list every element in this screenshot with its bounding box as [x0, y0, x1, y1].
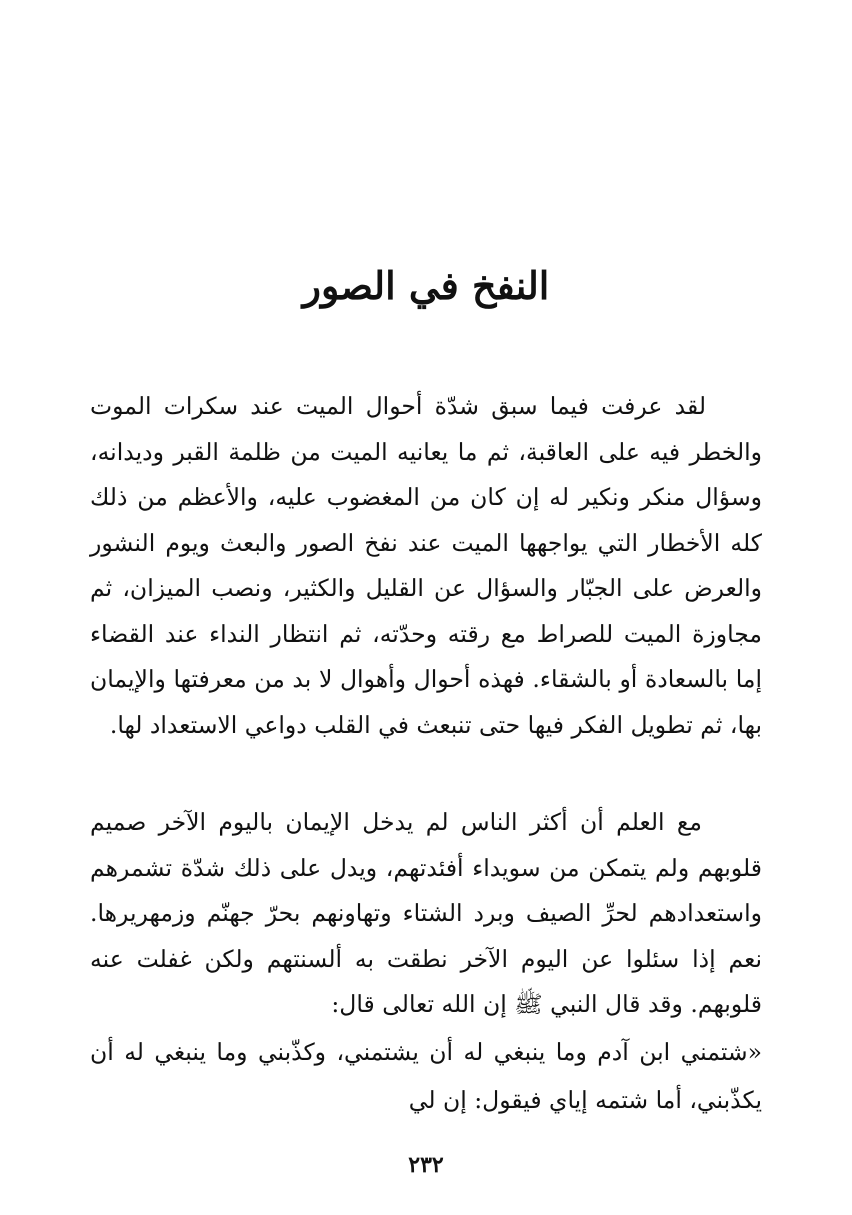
- hadith-quote: «شتمني ابن آدم وما ينبغي له أن يشتمني، وكذّبني وما ينبغي له أن يكذّبني، أما شتمه إياي فيقول: إن لي: [90, 1038, 762, 1114]
- paragraph-1: لقد عرفت فيما سبق شدّة أحوال الميت عند سكرات الموت والخطر فيه على العاقبة، ثم ما يعانيه الميت من ظلمة القبر وديدانه، وسؤال منكر ونكير له إن كان من المغضوب عليه، والأعظم من ذلك كله الأخطار التي يواجهها الميت عند نفخ الصور والبعث ويوم النشور والعرض على الجبّار والسؤال عن القليل والكثير، ونصب الميزان، ثم مجاوزة الميت للصراط مع رقته وحدّته، ثم انتظار النداء عند القضاء إما بالسعادة أو بالشقاء. فهذه أحوال وأهوال لا بد من معرفتها والإيمان بها، ثم تطويل الفكر فيها حتى تنبعث في القلب دواعي الاستعداد لها.: [90, 392, 762, 739]
- chapter-title: النفخ في الصور: [302, 263, 550, 308]
- paragraph-2: مع العلم أن أكثر الناس لم يدخل الإيمان باليوم الآخر صميم قلوبهم ولم يتمكن من سويداء أفئدتهم، ويدل على ذلك شدّة تشمرهم واستعدادهم لحرِّ الصيف وبرد الشتاء وتهاونهم بحرّ جهنّم وزمهريرها. نعم إذا سئلوا عن اليوم الآخر نطقت به ألسنتهم ولكن غفلت عنه قلوبهم. وقد قال النبي ﷺ إن الله تعالى قال:: [90, 808, 762, 1018]
- page-number: ٢٣٢: [408, 1152, 444, 1178]
